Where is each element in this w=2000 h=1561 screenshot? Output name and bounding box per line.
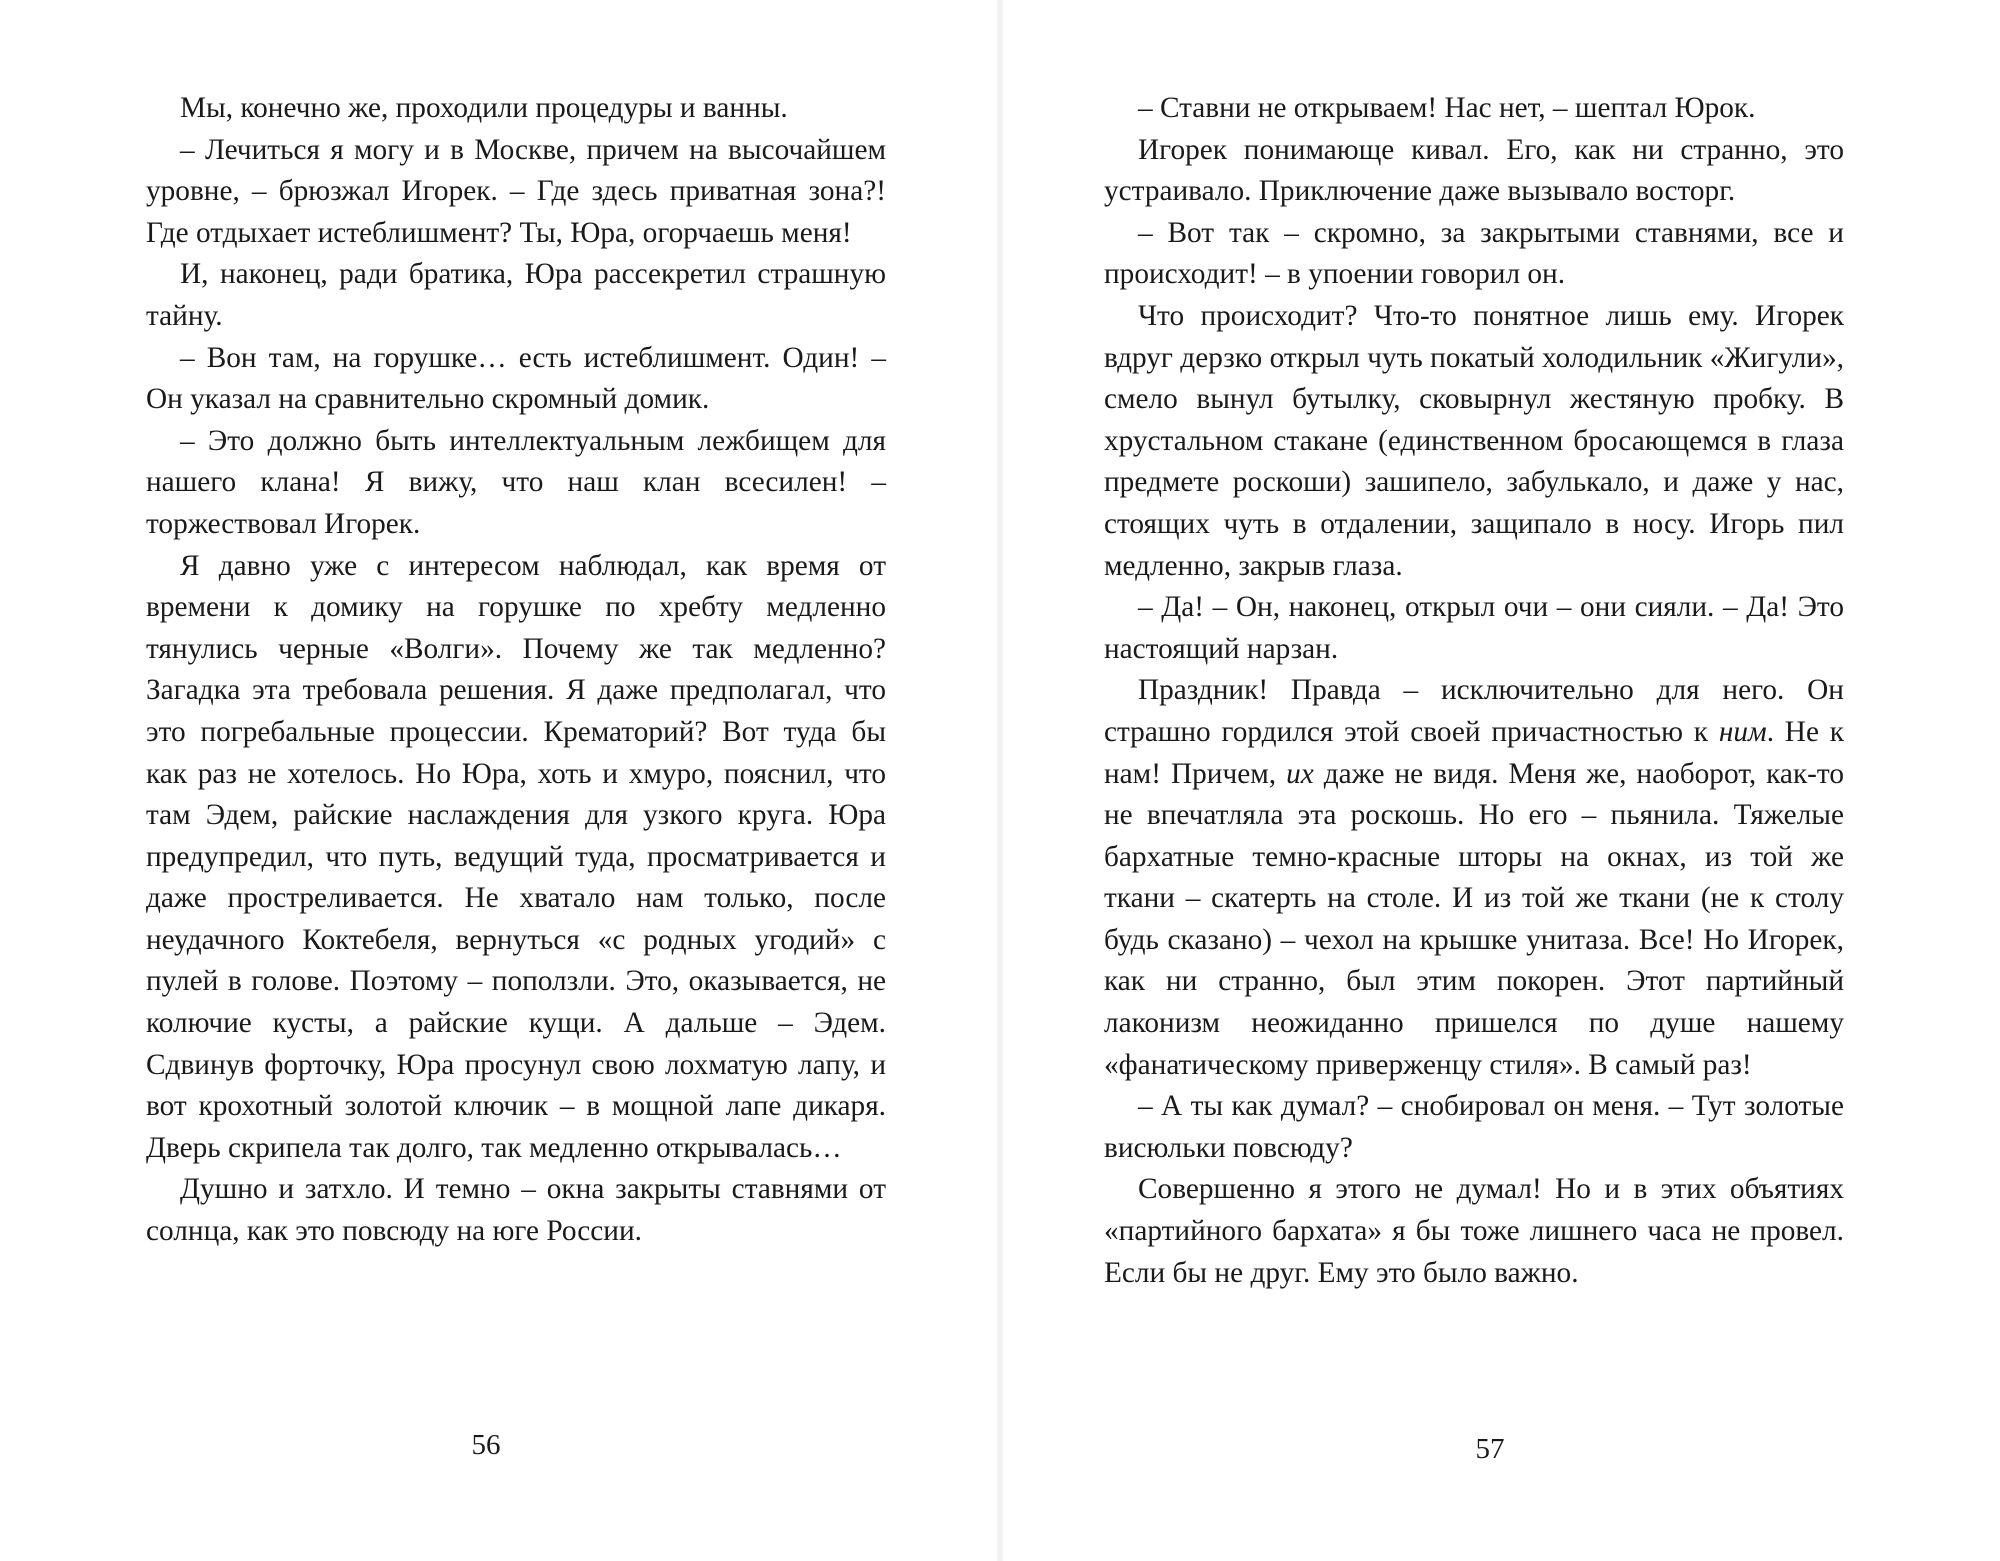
left-paragraph-1: Мы, конечно же, проходили процедуры и ванны. (180, 92, 788, 124)
right-paragraph-6-part-1: Праздник! Правда – исключительно для него. Он страшно гордился этой своей причастностью к (1104, 674, 1844, 748)
left-paragraph-4: – Вон там, на горушке… есть истеблишмент. Один! – Он указал на сравнительно скромный домик. (146, 341, 886, 416)
right-paragraph-6-part-3: даже не видя. Меня же, наоборот, как-то не впечатляла эта роскошь. Но его – пьянила. Тяжелые бархатные темно-красные шторы на окнах, из той же ткани – скатерть на столе. И из той же ткани (не к столу будь сказано) – чехол на крышке унитаза. Все! Но Игорек, как ни странно, был этим покорен. Этот партийный лаконизм неожиданно пришелся по душе нашему «фанатическому приверженцу стиля». В самый раз! (1104, 757, 1844, 1081)
right-paragraph-5: – Да! – Он, наконец, открыл очи – они сияли. – Да! Это настоящий нарзан. (1104, 591, 1844, 665)
right-paragraph-3: – Вот так – скромно, за закрытыми ставнями, все и происходит! – в упоении говорил он. (1104, 216, 1844, 291)
right-paragraph-7: – А ты как думал? – снобировал он меня. – Тут золотые висюльки повсюду? (1104, 1090, 1844, 1164)
left-paragraph-7: Душно и затхло. И темно – окна закрыты ставнями от солнца, как это повсюду на юге России. (146, 1173, 886, 1248)
right-paragraph-8: Совершенно я этого не думал! Но и в этих объятиях «партийного бархата» я бы тоже лишнего часа не провел. Если бы не друг. Ему это было важно. (1104, 1173, 1844, 1289)
book-gutter (997, 0, 1003, 1561)
right-paragraph-1: – Ставни не открываем! Нас нет, – шептал Юрок. (1138, 92, 1756, 124)
right-paragraph-6-italic-2: их (1286, 757, 1314, 790)
left-paragraph-3: И, наконец, ради братика, Юра рассекретил страшную тайну. (146, 258, 886, 332)
right-paragraph-4: Что происходит? Что-то понятное лишь ему. Игорек вдруг дерзко открыл чуть покатый холодильник «Жигули», смело вынул бутылку, сковырнул жестяную пробку. В хрустальном стакане (единственном бросающемся в глаза предмете роскоши) зашипело, забулькало, и даже у нас, стоящих чуть в отдалении, защипало в носу. Игорь пил медленно, закрыв глаза. (1104, 299, 1844, 582)
right-paragraph-6-italic-1: ним (1718, 715, 1767, 748)
left-paragraph-5: – Это должно быть интеллектуальным лежбищем для нашего клана! Я вижу, что наш клан всесилен! – торжествовал Игорек. (146, 424, 886, 540)
left-page-number: 56 (471, 1429, 501, 1461)
left-page (146, 88, 886, 1253)
right-paragraph-6-part-2: . Не к нам! Причем, (1104, 715, 1844, 790)
right-page-number: 57 (1475, 1433, 1505, 1465)
left-paragraph-2: – Лечиться я могу и в Москве, причем на высочайшем уровне, – брюзжал Игорек. – Где здесь приватная зона?! Где отдыхает истеблишмент? Ты, Юра, огорчаешь меня! (146, 133, 886, 249)
right-paragraph-6 (1104, 670, 1844, 1086)
right-paragraph-2: Игорек понимающе кивал. Его, как ни странно, это устраивало. Приключение даже вызывало восторг. (1104, 133, 1844, 208)
left-paragraph-6: Я давно уже с интересом наблюдал, как время от времени к домику на горушке по хребту медленно тянулись черные «Волги». Почему же так медленно? Загадка эта требовала решения. Я даже предполагал, что это погребальные процессии. Крематорий? Вот туда бы как раз не хотелось. Но Юра, хоть и хмуро, пояснил, что там Эдем, райские наслаждения для узкого круга. Юра предупредил, что путь, ведущий туда, просматривается и даже простреливается. Не хватало нам только, после неудачного Коктебеля, вернуться «с родных угодий» с пулей в голове. Поэтому – поползли. Это, оказывается, не колючие кусты, а райские кущи. А дальше – Эдем. Сдвинув форточку, Юра просунул свою лохматую лапу, и вот крохотный золотой ключик – в мощной лапе дикаря. Дверь скрипела так долго, так медленно открывалась… (146, 549, 886, 1164)
right-page (1104, 88, 1844, 1294)
